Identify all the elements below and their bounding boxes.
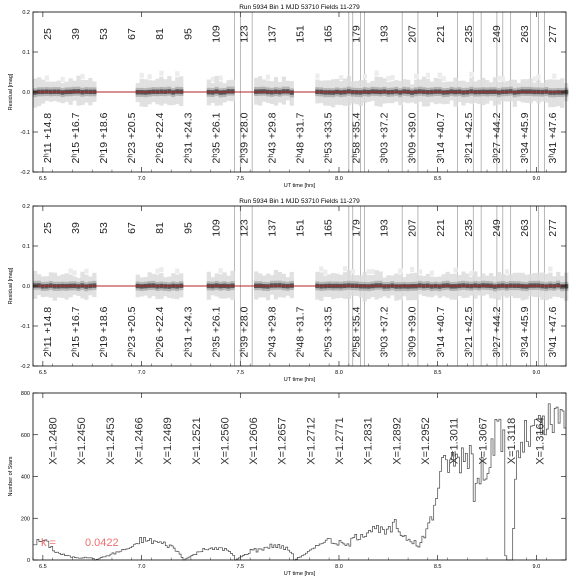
residual-core-density xyxy=(418,89,422,93)
residual-core-density xyxy=(410,90,414,94)
residual-core-density xyxy=(521,89,525,93)
residual-core-density xyxy=(513,90,517,94)
field-number-label: 67 xyxy=(126,28,139,40)
residual-core-density xyxy=(509,89,513,93)
chart-title: Run 5934 Bin 1 MJD 53710 Fields 11-279 xyxy=(239,198,360,205)
field-number-label: 151 xyxy=(294,25,307,43)
field-number-label: 263 xyxy=(518,219,531,237)
y-tick-label: 600 xyxy=(20,432,30,439)
field-coordinate-label: 2ʰ53 +33.5 xyxy=(322,112,335,164)
residual-outlier-bin xyxy=(469,72,473,77)
residual-outlier-bin xyxy=(438,73,442,78)
field-coordinate-label: 2ʰ26 +22.4 xyxy=(154,112,167,164)
extinction-k-value: 0.0422 xyxy=(85,537,119,549)
residual-core-density xyxy=(76,89,80,93)
field-coordinate-label: 2ʰ23 +20.5 xyxy=(126,112,139,164)
residual-outlier-bin xyxy=(211,77,215,82)
field-number-label: 207 xyxy=(406,219,419,237)
residual-core-density xyxy=(446,283,450,287)
residual-outlier-bin xyxy=(319,266,323,271)
residual-outlier-bin xyxy=(552,74,556,79)
field-number-label: 277 xyxy=(546,25,559,43)
residual-outlier-bin xyxy=(155,269,159,274)
field-coordinate-label: 2ʰ15 +16.7 xyxy=(70,306,83,358)
residual-outlier-bin xyxy=(61,77,65,82)
field-number-label: 53 xyxy=(98,28,111,40)
y-tick-label: 0.1 xyxy=(22,50,30,56)
field-number-label: 123 xyxy=(238,219,251,237)
residual-core-density xyxy=(371,89,375,93)
field-number-label: 235 xyxy=(462,219,475,237)
residual-core-density xyxy=(278,283,282,287)
field-coordinate-label: 2ʰ35 +26.1 xyxy=(210,306,223,358)
x-axis-label: UT time [hrs] xyxy=(283,571,316,576)
residual-outlier-bin xyxy=(386,76,390,81)
y-tick-label: 400 xyxy=(20,474,30,481)
field-number-label: 263 xyxy=(518,25,531,43)
airmass-label: X=1.2450 xyxy=(76,417,89,465)
field-coordinate-label: 2ʰ53 +33.5 xyxy=(322,306,335,358)
residual-core-density xyxy=(469,89,473,93)
residual-outlier-bin xyxy=(453,267,457,272)
field-number-label: 165 xyxy=(322,219,335,237)
field-number-label: 67 xyxy=(126,222,139,234)
residual-outlier-bin xyxy=(80,74,84,79)
residual-outlier-bin xyxy=(390,75,394,80)
airmass-label: X=1.3164 xyxy=(534,417,547,465)
field-coordinate-label: 2ʰ11 +14.8 xyxy=(42,306,55,358)
field-coordinate-label: 2ʰ23 +20.5 xyxy=(126,306,139,358)
field-number-label: 179 xyxy=(350,219,363,237)
residual-core-density xyxy=(347,283,351,287)
field-coordinate-label: 3ʰ09 +39.0 xyxy=(406,306,419,358)
residual-core-density xyxy=(37,283,41,287)
x-tick-label: 8.0 xyxy=(335,176,343,182)
field-coordinate-label: 3ʰ27 +44.2 xyxy=(490,306,503,358)
residual-core-density xyxy=(270,283,274,287)
x-axis-label: UT time [hrs] xyxy=(283,377,316,383)
airmass-label: X=1.2952 xyxy=(420,417,433,465)
x-tick-label: 7.0 xyxy=(137,564,146,570)
field-number-label: 109 xyxy=(210,219,223,237)
field-number-label: 137 xyxy=(266,25,279,43)
x-tick-label: 6.5 xyxy=(39,564,47,570)
residual-core-density xyxy=(347,89,351,93)
field-number-label: 151 xyxy=(294,219,307,237)
residual-core-density xyxy=(442,90,446,94)
airmass-label: X=1.2480 xyxy=(47,417,60,465)
residual-core-density xyxy=(552,90,556,94)
residual-outlier-bin xyxy=(159,267,163,272)
residual-outlier-bin xyxy=(339,75,343,80)
y-tick-label: -0.2 xyxy=(20,364,30,370)
field-number-label: 95 xyxy=(182,28,195,40)
x-tick-label: 8.0 xyxy=(335,370,343,376)
residual-outlier-bin xyxy=(426,73,430,78)
field-number-label: 249 xyxy=(490,25,503,43)
residual-outlier-bin xyxy=(548,267,552,272)
field-number-label: 249 xyxy=(490,219,503,237)
residual-core-density xyxy=(282,89,286,93)
residual-core-density xyxy=(378,283,382,287)
field-coordinate-label: 2ʰ43 +29.8 xyxy=(266,112,279,164)
x-tick-label: 7.5 xyxy=(236,370,245,376)
residual-outlier-bin xyxy=(418,269,422,274)
field-coordinate-label: 2ʰ48 +31.7 xyxy=(294,306,307,358)
residual-outlier-bin xyxy=(69,268,73,273)
field-coordinate-label: 2ʰ35 +26.1 xyxy=(210,112,223,164)
residual-outlier-bin xyxy=(430,271,434,276)
residual-outlier-bin xyxy=(175,268,179,273)
residual-outlier-bin xyxy=(45,75,49,80)
field-number-label: 25 xyxy=(42,222,55,234)
airmass-label: X=1.3067 xyxy=(477,417,490,465)
residual-outlier-bin xyxy=(219,75,223,80)
y-tick-label: -0.1 xyxy=(20,324,30,330)
residual-outlier-bin xyxy=(363,74,367,79)
airmass-label: X=1.3118 xyxy=(505,417,518,465)
residual-core-density xyxy=(560,284,564,288)
residual-outlier-bin xyxy=(442,76,446,81)
residual-core-density xyxy=(167,89,171,93)
residual-core-density xyxy=(61,90,65,94)
field-number-label: 221 xyxy=(434,25,447,43)
residual-outlier-bin xyxy=(469,271,473,276)
airmass-label: X=1.2712 xyxy=(305,417,318,465)
residual-core-density xyxy=(84,284,88,288)
residual-core-density xyxy=(556,283,560,287)
x-tick-label: 8.5 xyxy=(433,564,442,570)
residual-outlier-bin xyxy=(410,267,414,272)
x-axis-label: UT time [hrs] xyxy=(283,183,316,189)
field-coordinate-label: 3ʰ09 +39.0 xyxy=(406,112,419,164)
field-coordinate-label: 2ʰ31 +24.3 xyxy=(182,112,195,164)
field-coordinate-label: 3ʰ21 +42.5 xyxy=(462,306,475,358)
y-tick-label: 0 xyxy=(26,558,30,564)
residual-core-density xyxy=(274,283,278,287)
field-number-label: 53 xyxy=(98,222,111,234)
field-number-label: 277 xyxy=(546,219,559,237)
x-tick-label: 9.0 xyxy=(532,564,541,570)
airmass-label: X=1.2892 xyxy=(391,417,404,465)
airmass-label: X=1.2560 xyxy=(219,417,232,465)
x-tick-label: 7.5 xyxy=(236,564,245,570)
residual-outlier-bin xyxy=(371,269,375,274)
x-tick-label: 6.5 xyxy=(39,370,47,376)
field-coordinate-label: 3ʰ21 +42.5 xyxy=(462,112,475,164)
residual-core-density xyxy=(286,89,290,93)
y-tick-label: 0.2 xyxy=(22,204,30,210)
field-coordinate-label: 3ʰ34 +45.9 xyxy=(518,306,531,358)
y-tick-label: 800 xyxy=(20,391,30,397)
field-coordinate-label: 3ʰ41 +47.6 xyxy=(546,306,559,358)
residual-core-density xyxy=(144,90,148,94)
field-number-label: 109 xyxy=(210,25,223,43)
field-coordinate-label: 2ʰ58 +35.4 xyxy=(350,306,363,358)
field-number-label: 81 xyxy=(154,222,167,234)
residual-outlier-bin xyxy=(343,266,347,271)
field-coordinate-label: 2ʰ39 +28.0 xyxy=(238,112,251,164)
field-coordinate-label: 3ʰ34 +45.9 xyxy=(518,112,531,164)
y-tick-label: 0.2 xyxy=(22,10,30,16)
field-coordinate-label: 2ʰ19 +18.6 xyxy=(98,306,111,358)
residual-core-density xyxy=(375,283,379,287)
residual-core-density xyxy=(167,284,171,288)
residual-outlier-bin xyxy=(505,269,509,274)
y-tick-label: 0.0 xyxy=(22,90,30,96)
airmass-label: X=1.2453 xyxy=(104,417,117,465)
residual-outlier-bin xyxy=(497,76,501,81)
residual-core-density xyxy=(290,90,294,94)
residual-outlier-bin xyxy=(536,74,540,79)
extinction-k-label: k = xyxy=(41,537,56,549)
field-coordinate-label: 2ʰ48 +31.7 xyxy=(294,112,307,164)
residual-outlier-bin xyxy=(375,70,379,75)
residual-core-density xyxy=(258,89,262,93)
field-coordinate-label: 2ʰ39 +28.0 xyxy=(238,306,251,358)
x-tick-label: 9.0 xyxy=(532,176,541,182)
field-number-label: 221 xyxy=(434,219,447,237)
y-axis-label: Residual [mag] xyxy=(8,267,14,305)
airmass-label: X=1.2521 xyxy=(190,417,203,465)
residual-core-density xyxy=(72,89,76,93)
residual-outlier-bin xyxy=(367,269,371,274)
airmass-label: X=1.2657 xyxy=(276,417,289,465)
field-number-label: 235 xyxy=(462,25,475,43)
residual-outlier-bin xyxy=(315,74,319,79)
residual-outlier-bin xyxy=(351,269,355,274)
x-tick-label: 7.0 xyxy=(137,176,146,182)
residual-core-density xyxy=(548,90,552,94)
field-number-label: 207 xyxy=(406,25,419,43)
airmass-label: X=1.2606 xyxy=(248,417,261,465)
x-tick-label: 8.0 xyxy=(335,564,343,570)
star-count-panel xyxy=(8,391,566,576)
residual-core-density xyxy=(461,283,465,287)
y-axis-label: Number of Stars xyxy=(8,456,14,497)
field-number-label: 193 xyxy=(378,219,391,237)
field-number-label: 25 xyxy=(42,28,55,40)
residual-core-density xyxy=(493,284,497,288)
residual-outlier-bin xyxy=(140,73,144,78)
airmass-label: X=1.2831 xyxy=(362,417,375,465)
y-tick-label: -0.1 xyxy=(20,130,30,136)
airmass-label: X=1.2489 xyxy=(162,417,175,465)
residual-outlier-bin xyxy=(323,270,327,275)
residual-core-density xyxy=(418,283,422,287)
residual-panel-2 xyxy=(8,198,568,383)
residual-core-density xyxy=(215,89,219,93)
y-tick-label: 200 xyxy=(20,516,30,523)
residual-core-density xyxy=(402,89,406,93)
field-coordinate-label: 2ʰ15 +16.7 xyxy=(70,112,83,164)
chart-title: Run 5934 Bin 1 MJD 53710 Fields 11-279 xyxy=(239,4,360,11)
field-number-label: 95 xyxy=(182,222,195,234)
airmass-label: X=1.3011 xyxy=(448,417,461,465)
airmass-label: X=1.2771 xyxy=(334,417,347,465)
residual-core-density xyxy=(262,89,266,93)
residual-core-density xyxy=(226,89,230,93)
x-tick-label: 7.0 xyxy=(137,370,146,376)
x-tick-label: 7.5 xyxy=(236,176,245,182)
field-coordinate-label: 2ʰ58 +35.4 xyxy=(350,112,363,164)
field-number-label: 193 xyxy=(378,25,391,43)
y-tick-label: 0.0 xyxy=(22,284,30,290)
residual-outlier-bin xyxy=(175,71,179,76)
field-number-label: 123 xyxy=(238,25,251,43)
x-tick-label: 9.0 xyxy=(532,370,541,376)
residual-outlier-bin xyxy=(72,270,76,275)
x-tick-label: 6.5 xyxy=(39,176,47,182)
residual-core-density xyxy=(481,283,485,287)
y-tick-label: 0.1 xyxy=(22,244,30,250)
field-coordinate-label: 3ʰ03 +37.2 xyxy=(378,306,391,358)
field-number-label: 39 xyxy=(70,28,83,40)
residual-core-density xyxy=(331,90,335,94)
residual-core-density xyxy=(219,90,223,94)
residual-outlier-bin xyxy=(501,76,505,81)
residual-core-density xyxy=(175,89,179,93)
residual-outlier-bin xyxy=(414,74,418,79)
field-coordinate-label: 2ʰ19 +18.6 xyxy=(98,112,111,164)
field-number-label: 137 xyxy=(266,219,279,237)
field-coordinate-label: 3ʰ14 +40.7 xyxy=(434,306,447,358)
airmass-label: X=1.2466 xyxy=(133,417,146,465)
field-coordinate-label: 3ʰ03 +37.2 xyxy=(378,112,391,164)
field-coordinate-label: 3ʰ27 +44.2 xyxy=(490,112,503,164)
residual-outlier-bin xyxy=(159,71,163,76)
residual-outlier-bin xyxy=(532,77,536,82)
field-coordinate-label: 2ʰ31 +24.3 xyxy=(182,306,195,358)
residual-outlier-bin xyxy=(398,268,402,273)
field-number-label: 165 xyxy=(322,25,335,43)
field-coordinate-label: 2ʰ43 +29.8 xyxy=(266,306,279,358)
residual-core-density xyxy=(230,89,234,93)
residual-outlier-bin xyxy=(147,74,151,79)
residual-outlier-bin xyxy=(84,269,88,274)
field-coordinate-label: 3ʰ14 +40.7 xyxy=(434,112,447,164)
field-coordinate-label: 2ʰ11 +14.8 xyxy=(42,112,55,164)
residual-panel-1 xyxy=(8,4,568,189)
field-coordinate-label: 2ʰ26 +22.4 xyxy=(154,306,167,358)
residual-outlier-bin xyxy=(219,268,223,273)
y-axis-label: Residual [mag] xyxy=(8,73,14,111)
field-number-label: 39 xyxy=(70,222,83,234)
field-coordinate-label: 3ʰ41 +47.6 xyxy=(546,112,559,164)
field-number-label: 81 xyxy=(154,28,167,40)
residual-core-density xyxy=(33,90,37,94)
field-number-label: 179 xyxy=(350,25,363,43)
y-tick-label: -0.2 xyxy=(20,170,30,176)
residual-outlier-bin xyxy=(266,75,270,80)
x-tick-label: 8.5 xyxy=(433,370,442,376)
x-tick-label: 8.5 xyxy=(433,176,442,182)
residual-core-density xyxy=(438,284,442,288)
